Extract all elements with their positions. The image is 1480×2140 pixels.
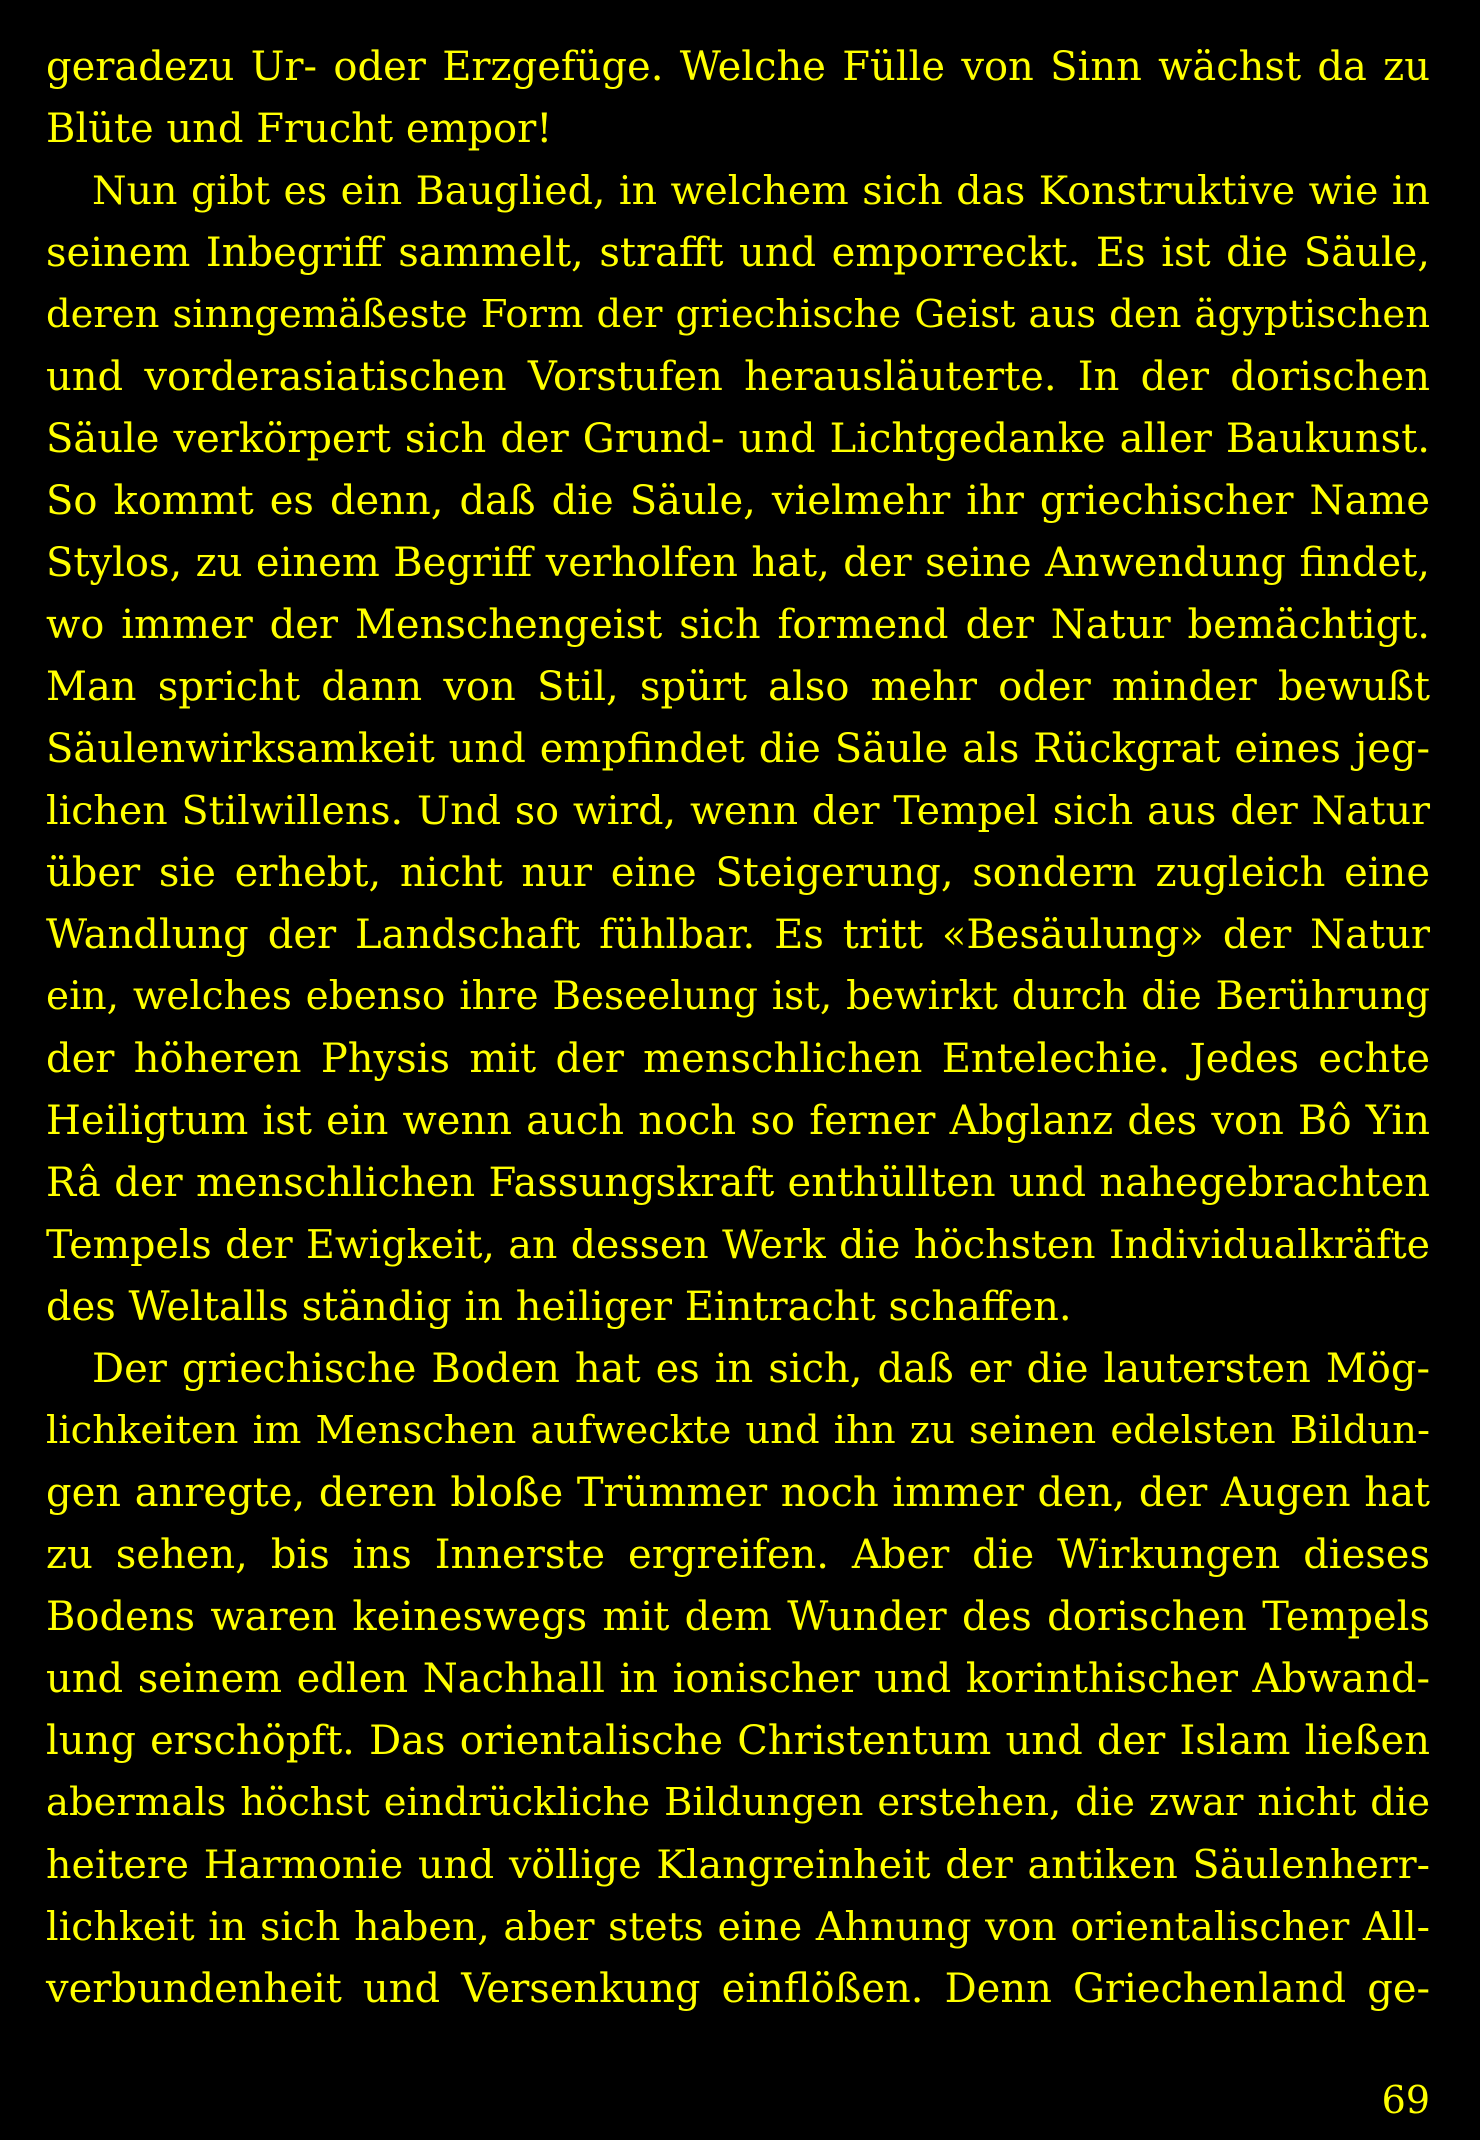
body-text — [46, 36, 1430, 2020]
text-line: Nun gibt es ein Bauglied, in welchem sich das Konstruktive wie in — [92, 168, 1430, 214]
text-line: Bodens waren keineswegs mit dem Wunder des dorischen Tempels — [46, 1594, 1430, 1640]
text-line: lichkeit in sich haben, aber stets eine Ahnung von orientalischer All- — [46, 1904, 1430, 1950]
text-line: Wandlung der Landschaft fühlbar. Es tritt «Besäulung» der Natur — [46, 912, 1430, 958]
text-line: heitere Harmonie und völlige Klangreinheit der antiken Säulenherr- — [46, 1842, 1430, 1888]
text-line: Blüte und Frucht empor! — [46, 106, 553, 152]
text-line: und seinem edlen Nachhall in ionischer und korinthischer Abwand- — [46, 1656, 1430, 1702]
text-line: So kommt es denn, daß die Säule, vielmehr ihr griechischer Name — [46, 478, 1430, 524]
text-line: verbundenheit und Versenkung einflößen. Denn Griechenland ge- — [46, 1966, 1430, 2012]
text-line: Râ der menschlichen Fassungskraft enthüllten und nahegebrachten — [46, 1160, 1430, 1206]
page-number: 69 — [1381, 2078, 1430, 2122]
text-line: Säule verkörpert sich der Grund- und Lichtgedanke aller Baukunst. — [46, 416, 1430, 462]
text-line: Tempels der Ewigkeit, an dessen Werk die höchsten Individualkräfte — [46, 1222, 1430, 1268]
text-line: Stylos, zu einem Begriff verholfen hat, der seine Anwendung findet, — [46, 540, 1430, 586]
text-line: des Weltalls ständig in heiliger Eintracht schaffen. — [46, 1284, 1072, 1330]
text-line: lichen Stilwillens. Und so wird, wenn der Tempel sich aus der Natur — [46, 788, 1430, 834]
text-line: deren sinngemäßeste Form der griechische Geist aus den ägyptischen — [46, 292, 1430, 337]
text-line: und vorderasiatischen Vorstufen herausläuterte. In der dorischen — [46, 354, 1430, 400]
text-line: geradezu Ur- oder Erzgefüge. Welche Fülle von Sinn wächst da zu — [46, 44, 1430, 90]
text-line: lung erschöpft. Das orientalische Christentum und der Islam ließen — [46, 1718, 1430, 1764]
text-line: ein, welches ebenso ihre Beseelung ist, bewirkt durch die Berührung — [46, 974, 1430, 1019]
text-line: wo immer der Menschengeist sich formend der Natur bemächtigt. — [46, 602, 1430, 648]
text-line: gen anregte, deren bloße Trümmer noch immer den, der Augen hat — [46, 1470, 1430, 1516]
text-line: über sie erhebt, nicht nur eine Steigerung, sondern zugleich eine — [46, 850, 1430, 896]
text-line: abermals höchst eindrückliche Bildungen erstehen, die zwar nicht die — [46, 1780, 1430, 1825]
text-line: Heiligtum ist ein wenn auch noch so ferner Abglanz des von Bô Yin — [46, 1098, 1430, 1144]
text-line: Säulenwirksamkeit und empfindet die Säule als Rückgrat eines jeg- — [46, 726, 1430, 772]
text-line: Man spricht dann von Stil, spürt also mehr oder minder bewußt — [46, 664, 1430, 710]
text-line: seinem Inbegriff sammelt, strafft und emporreckt. Es ist die Säule, — [46, 230, 1430, 276]
text-line: zu sehen, bis ins Innerste ergreifen. Aber die Wirkungen dieses — [46, 1532, 1430, 1578]
text-line: lichkeiten im Menschen aufweckte und ihn zu seinen edelsten Bildun- — [46, 1408, 1430, 1453]
text-line: Der griechische Boden hat es in sich, daß er die lautersten Mög- — [92, 1346, 1430, 1392]
text-line: der höheren Physis mit der menschlichen Entelechie. Jedes echte — [46, 1036, 1430, 1082]
